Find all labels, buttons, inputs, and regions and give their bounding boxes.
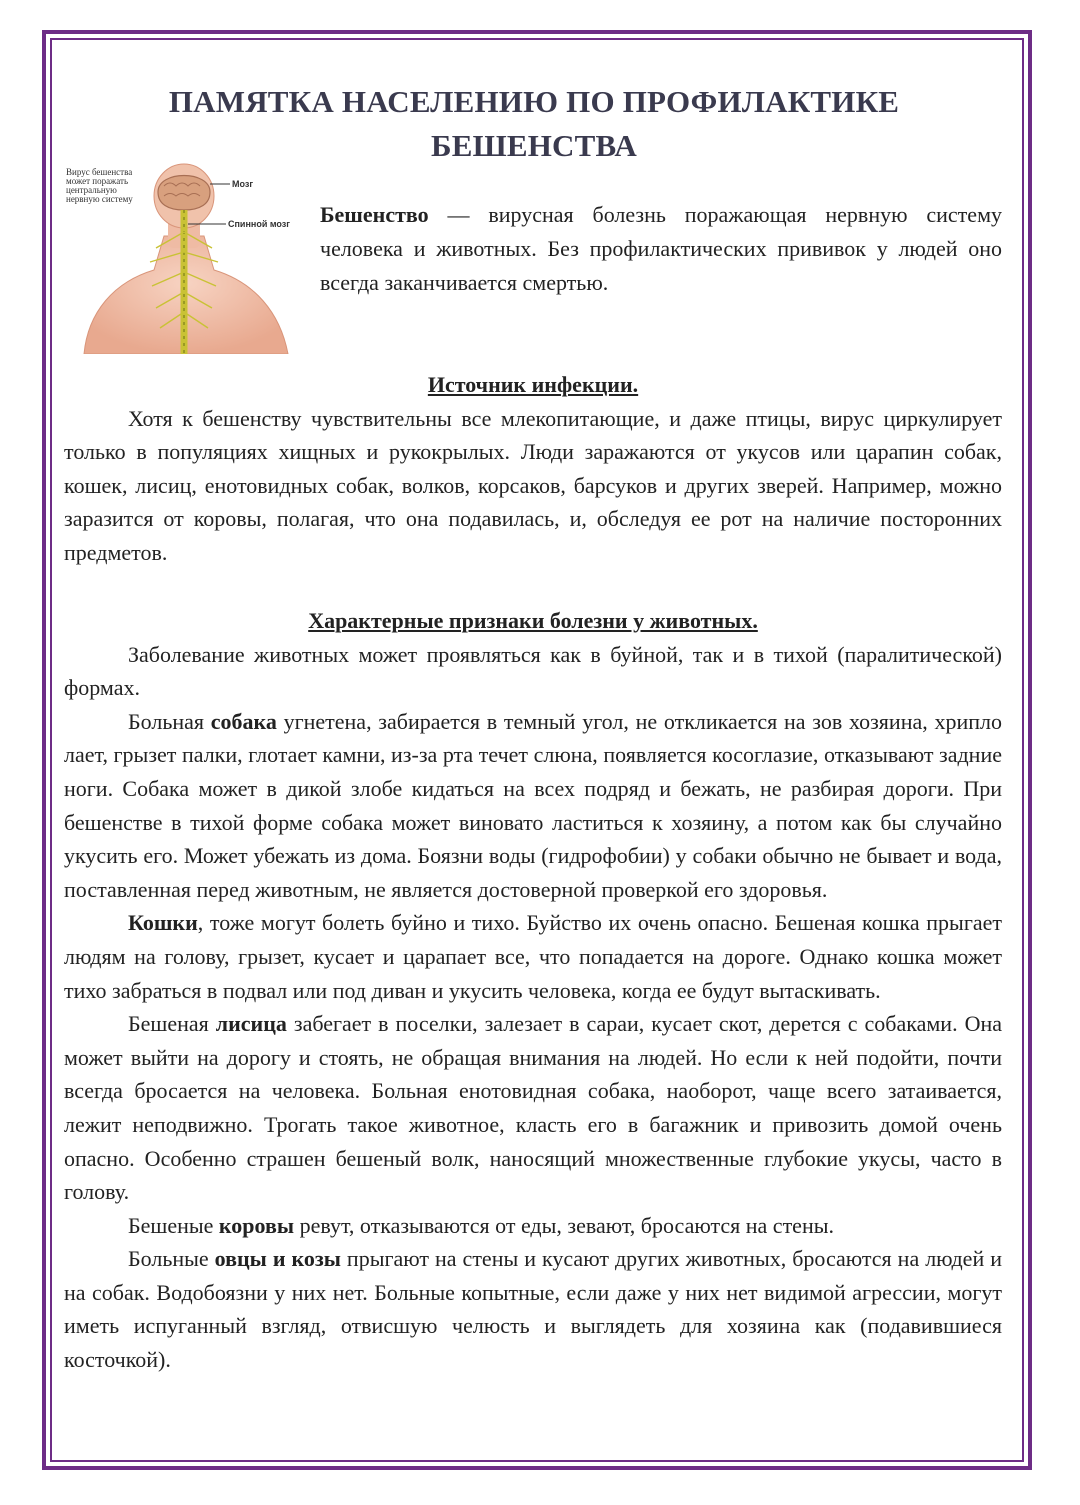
keyword-dog: собака bbox=[210, 708, 277, 734]
text: , тоже могут болеть буйно и тихо. Буйство их очень опасно. Бешеная кошка прыгает людям на голову, грызет, кусает и царапает все, что попадается на дороге. Однако кошка может тихо забраться в подвал или под диван и укусить человека, когда ее будут вытаскивать. bbox=[64, 910, 1002, 1003]
paragraph-cow bbox=[64, 1209, 1002, 1243]
page-title: ПАМЯТКА НАСЕЛЕНИЮ ПО ПРОФИЛАКТИКЕ БЕШЕНСТВА bbox=[168, 84, 900, 163]
text: ревут, отказываются от еды, зевают, бросаются на стены. bbox=[294, 1212, 834, 1238]
nervous-system-illustration bbox=[64, 162, 308, 354]
keyword-cat: Кошки bbox=[128, 910, 198, 936]
section-infection-source bbox=[64, 368, 1002, 570]
figure-caption-line: Вирус бешенства bbox=[66, 167, 133, 177]
heading-animal-signs: Характерные признаки болезни у животных. bbox=[308, 608, 758, 633]
figure-caption-line: может поражать bbox=[66, 176, 129, 186]
text: Больные bbox=[128, 1246, 215, 1272]
keyword-cow: коровы bbox=[218, 1212, 295, 1238]
figure-caption-line: нервную систему bbox=[66, 194, 133, 204]
paragraph-sheep bbox=[64, 1242, 1002, 1376]
paragraph-forms: Заболевание животных может проявляться как в буйной, так и в тихой (паралитической) формах. bbox=[64, 641, 1002, 701]
text: Бешеная bbox=[128, 1011, 216, 1037]
brain-label: Мозг bbox=[232, 179, 254, 189]
intro-paragraph bbox=[320, 198, 1002, 300]
text: Больная bbox=[128, 708, 211, 734]
keyword-fox: лисица bbox=[215, 1011, 287, 1037]
spinal-cord-label: Спинной мозг bbox=[228, 219, 291, 229]
figure-caption bbox=[66, 168, 156, 204]
intro-term: Бешенство bbox=[320, 202, 429, 227]
text: Бешеные bbox=[128, 1212, 219, 1238]
figure-caption-line: центральную bbox=[66, 185, 117, 195]
text: забегает в поселки, залезает в сараи, кусает скот, дерется с собаками. Она может выйти на дорогу и стоять, не обращая внимания на людей. Но если к ней подойти, почти всегда бросается на человека. Больная енотовидная собака, наоборот, чаще всего затаивается, лежит неподвижно. Трогать такое животное, класть его в багажник и привозить домой очень опасно. Особенно страшен бешеный волк, наносящий множественные глубокие укусы, часто в голову. bbox=[64, 1011, 1002, 1205]
section-animal-signs bbox=[64, 604, 1002, 1377]
intro-text: — вирусная болезнь поражающая нервную систему человека и животных. Без профилактических прививок у людей оно всегда заканчивается смертью. bbox=[320, 202, 1002, 295]
paragraph-fox bbox=[64, 1007, 1002, 1209]
paragraph-infection-source: Хотя к бешенству чувствительны все млекопитающие, и даже птицы, вирус циркулирует только в популяциях хищных и рукокрылых. Люди заражаются от укусов или царапин собак, кошек, лисиц, енотовидных собак, волков, корсаков, барсуков и других зверей. Например, можно заразится от коровы, полагая, что она подавилась, и, обследуя ее рот на наличие посторонних предметов. bbox=[64, 405, 1002, 565]
text: прыгают на стены и кусают других животных, бросаются на людей и на собак. Водобоязни у них нет. Больные копытные, если даже у них нет видимой агрессии, могут иметь испуганный взгляд, отвисшую челюсть и выглядеть для хозяина как (подавившиеся косточкой). bbox=[64, 1246, 1002, 1373]
keyword-sheep-goats: овцы и козы bbox=[214, 1246, 341, 1272]
heading-infection-source: Источник инфекции. bbox=[427, 372, 639, 397]
text: угнетена, забирается в темный угол, не откликается на зов хозяина, хрипло лает, грызет палки, глотает камни, из-за рта течет слюна, появляется косоглазие, отказывают задние ноги. Собака может в дикой злобе кидаться на всех подряд и бежать, не разбирая дороги. При бешенстве в тихой форме собака может виновато ластиться к хозяину, а потом как бы случайно укусить его. Может убежать из дома. Боязни воды (гидрофобии) у собаки обычно не бывает и вода, поставленная перед животным, не является достоверной проверкой его здоровья. bbox=[64, 708, 1002, 902]
paragraph-cat bbox=[64, 906, 1002, 1007]
paragraph-dog bbox=[64, 705, 1002, 907]
